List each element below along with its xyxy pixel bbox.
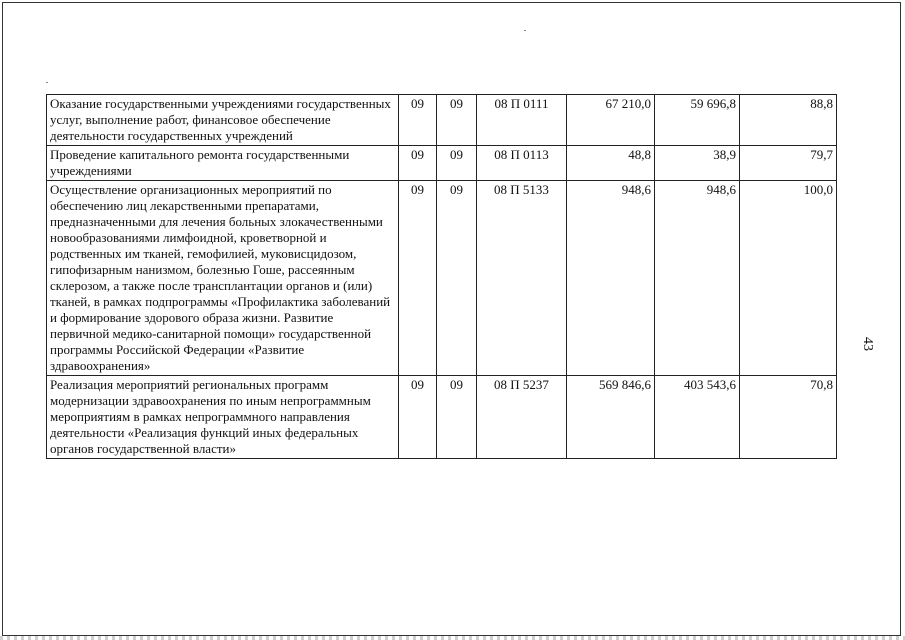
execution-percent: 79,7 <box>740 146 837 181</box>
section-code: 09 <box>399 95 437 146</box>
row-description: Осуществление организационных мероприятий по обеспечению лиц лекарственными препаратами, предназначенными для лечения больных злокачественными новообразованиями лимфоидной, кроветворной и родственных им тканей, гемофилией, муковисцидозом, гипофизарным нанизмом, болезнью Гоше, рассеянным склерозом, а также после трансплантации органов и (или) тканей, в рамках подпрограммы «Профилактика заболеваний и формирование здорового образа жизни. Развитие первичной медико-санитарной помощи» государственной программы Российской Федерации «Развитие здравоохранения» <box>47 181 399 376</box>
section-code: 09 <box>399 146 437 181</box>
subsection-code: 09 <box>437 181 477 376</box>
execution-percent: 70,8 <box>740 376 837 459</box>
table-row <box>47 376 837 459</box>
subsection-code: 09 <box>437 95 477 146</box>
subsection-code: 09 <box>437 146 477 181</box>
target-article-code: 08 П 0113 <box>477 146 567 181</box>
planned-amount: 569 846,6 <box>567 376 655 459</box>
execution-percent: 100,0 <box>740 181 837 376</box>
table-row <box>47 146 837 181</box>
scan-speck <box>524 30 526 31</box>
executed-amount: 59 696,8 <box>655 95 740 146</box>
scan-speck <box>46 82 48 83</box>
execution-percent: 88,8 <box>740 95 837 146</box>
section-code: 09 <box>399 181 437 376</box>
executed-amount: 38,9 <box>655 146 740 181</box>
target-article-code: 08 П 0111 <box>477 95 567 146</box>
target-article-code: 08 П 5133 <box>477 181 567 376</box>
row-description: Оказание государственными учреждениями государственных услуг, выполнение работ, финансовое обеспечение деятельности государственных учреждений <box>47 95 399 146</box>
page-number: 43 <box>860 337 875 351</box>
row-description: Проведение капитального ремонта государственными учреждениями <box>47 146 399 181</box>
executed-amount: 948,6 <box>655 181 740 376</box>
target-article-code: 08 П 5237 <box>477 376 567 459</box>
planned-amount: 48,8 <box>567 146 655 181</box>
section-code: 09 <box>399 376 437 459</box>
scan-artifact-line <box>0 636 905 640</box>
executed-amount: 403 543,6 <box>655 376 740 459</box>
subsection-code: 09 <box>437 376 477 459</box>
table-row <box>47 181 837 376</box>
row-description: Реализация мероприятий региональных программ модернизации здравоохранения по иным непрограммным мероприятиям в рамках непрограммного направления деятельности «Реализация функций иных федеральных органов государственной власти» <box>47 376 399 459</box>
budget-execution-table <box>46 94 837 459</box>
table-row <box>47 95 837 146</box>
planned-amount: 948,6 <box>567 181 655 376</box>
planned-amount: 67 210,0 <box>567 95 655 146</box>
